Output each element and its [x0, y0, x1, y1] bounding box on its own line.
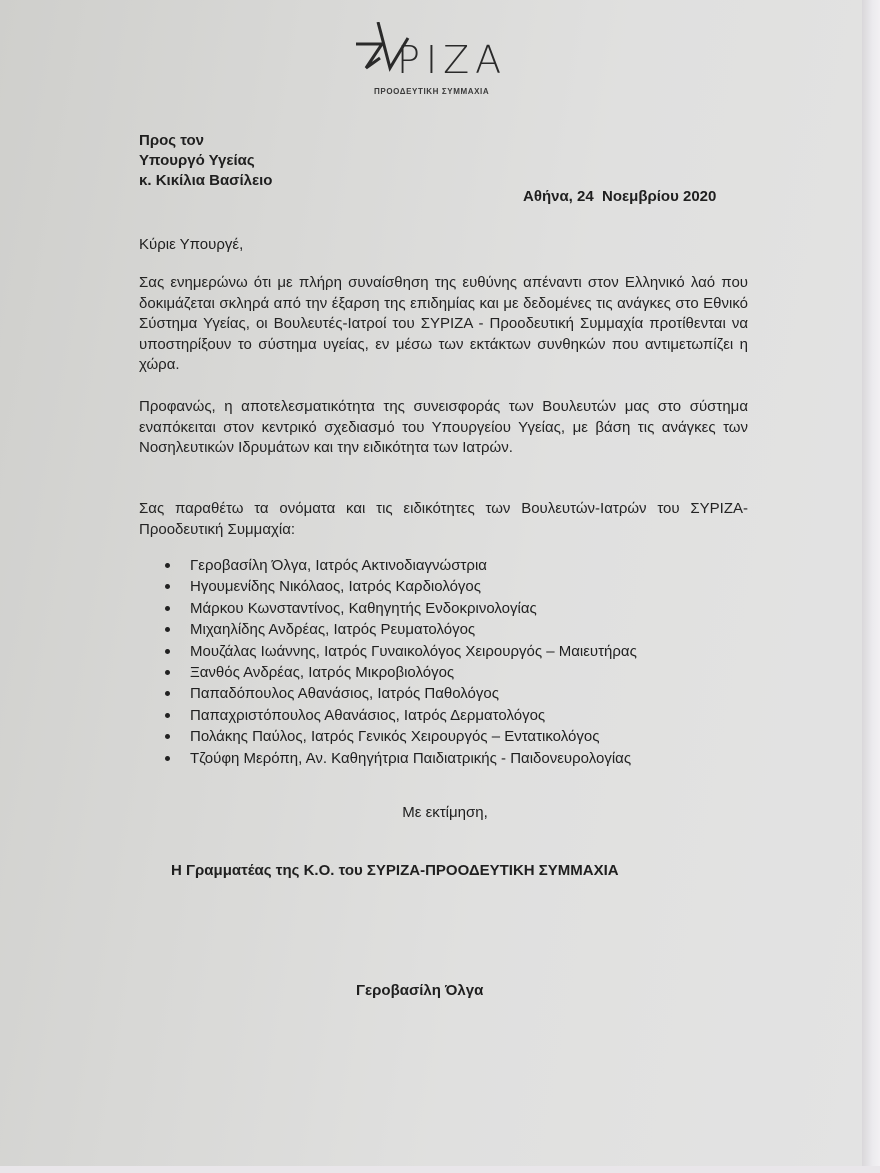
closing-block — [0, 804, 880, 821]
recipient-block — [139, 131, 272, 191]
bullet-icon — [165, 670, 170, 675]
list-item: Πολάκης Παύλος, Ιατρός Γενικός Χειρουργός – Εντατικολόγος — [165, 726, 637, 747]
list-item: Τζούφη Μερόπη, Αν. Καθηγήτρια Παιδιατρικής - Παιδονευρολογίας — [165, 748, 637, 769]
salutation: Κύριε Υπουργέ, — [139, 236, 244, 253]
list-item: Γεροβασίλη Όλγα, Ιατρός Ακτινοδιαγνώστρια — [165, 555, 637, 576]
list-item: Παπαχριστόπουλος Αθανάσιος, Ιατρός Δερματολόγος — [165, 705, 637, 726]
logo-subtitle: ΠΡΟΟΔΕΥΤΙΚΗ ΣΥΜΜΑΧΙΑ — [374, 87, 490, 96]
bullet-icon — [165, 649, 170, 654]
list-item: Ηγουμενίδης Νικόλαος, Ιατρός Καρδιολόγος — [165, 576, 637, 597]
paper-bottom-edge — [0, 1166, 880, 1173]
recipient-line-2: Υπουργό Υγείας — [139, 152, 255, 169]
sender-name: Γεροβασίλη Όλγα — [356, 982, 484, 999]
paragraph-1: Σας ενημερώνω ότι με πλήρη συναίσθηση της ευθύνης απέναντι στον Ελληνικό λαό που δοκιμάζεται σκληρά από την έξαρση της επιδημίας και με δεδομένες τις ανάγκες στο Εθνικό Σύστημα Υγείας, οι Βουλευτές-Ιατροί του ΣΥΡΙΖΑ - Προοδευτική Συμμαχία προτίθενται να υποστηρίξουν το σύστημα υγείας, εν μέσω των εκτάκτων συνθηκών που αντιμετωπίζει η χώρα. — [139, 274, 748, 373]
recipient-line-1: Προς τον — [139, 132, 205, 149]
list-item: Παπαδόπουλος Αθανάσιος, Ιατρός Παθολόγος — [165, 683, 637, 704]
bullet-icon — [165, 584, 170, 589]
recipient-line-3: κ. Κικίλια Βασίλειο — [139, 172, 273, 189]
paper-edge — [862, 0, 880, 1173]
paragraph-3: Σας παραθέτω τα ονόματα και τις ειδικότητες των Βουλευτών-Ιατρών του ΣΥΡΙΖΑ-Προοδευτική Συμμαχία: — [139, 500, 748, 538]
bullet-icon — [165, 563, 170, 568]
bullet-icon — [165, 627, 170, 632]
list-item: Μιχαηλίδης Ανδρέας, Ιατρός Ρευματολόγος — [165, 619, 637, 640]
bullet-icon — [165, 713, 170, 718]
sender-title: Η Γραμματέας της Κ.Ο. του ΣΥΡΙΖΑ-ΠΡΟΟΔΕΥΤΙΚΗ ΣΥΜΜΑΧΙΑ — [171, 862, 619, 879]
letter-date: Αθήνα, 24 Νοεμβρίου 2020 — [523, 188, 717, 205]
bullet-icon — [165, 734, 170, 739]
closing-text: Με εκτίμηση, — [402, 804, 488, 821]
doctors-list — [165, 555, 637, 769]
bullet-icon — [165, 606, 170, 611]
bullet-icon — [165, 691, 170, 696]
syriza-logo — [352, 22, 542, 102]
list-item: Ξανθός Ανδρέας, Ιατρός Μικροβιολόγος — [165, 662, 637, 683]
list-item: Μουζάλας Ιωάννης, Ιατρός Γυναικολόγος Χειρουργός – Μαιευτήρας — [165, 641, 637, 662]
paragraph-2: Προφανώς, η αποτελεσματικότητα της συνεισφοράς των Βουλευτών μας στο σύστημα εναπόκειται στον κεντρικό σχεδιασμό του Υπουργείου Υγείας, με βάση τις ανάγκες των Νοσηλευτικών Ιδρυμάτων και την ειδικότητα των Ιατρών. — [139, 398, 748, 456]
bullet-icon — [165, 756, 170, 761]
logo-wordmark: ΡΙΖΑ — [397, 38, 508, 82]
list-item: Μάρκου Κωνσταντίνος, Καθηγητής Ενδοκρινολογίας — [165, 598, 637, 619]
